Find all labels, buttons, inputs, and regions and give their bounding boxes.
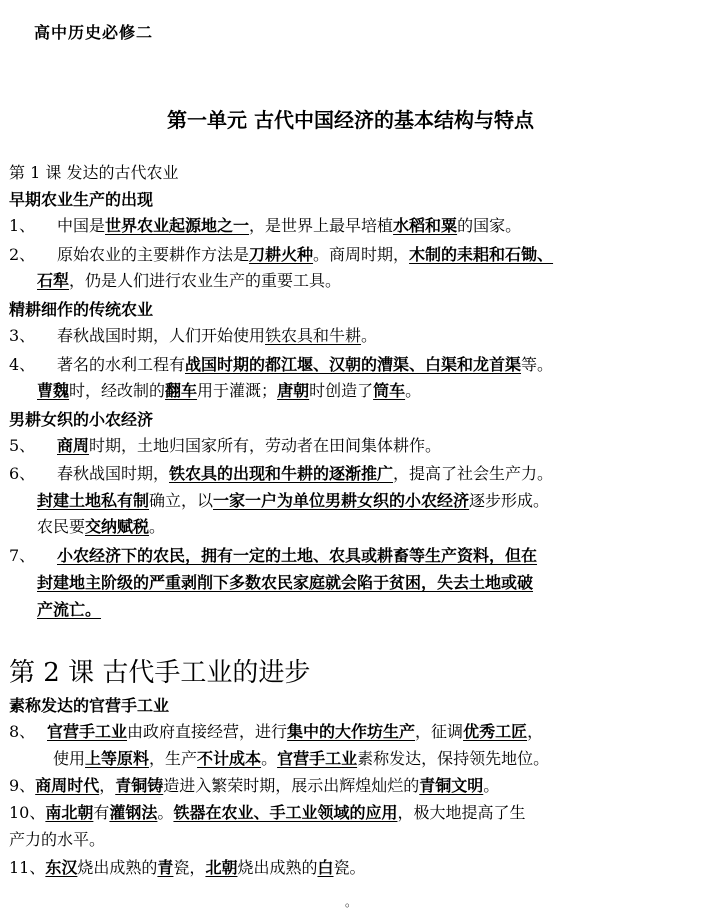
item-5 <box>9 433 694 459</box>
item-number: 7、 <box>9 546 36 565</box>
text: 时创造了 <box>309 381 374 400</box>
item-8-continued <box>53 746 549 772</box>
key-term: 交纳赋税 <box>85 517 150 536</box>
key-term: 唐朝 <box>277 381 310 400</box>
key-term: 东汉 <box>45 858 78 877</box>
item-number: 9、 <box>9 776 36 795</box>
text: 农民要 <box>37 517 86 536</box>
text: ，极大地提高了生 <box>397 803 526 822</box>
text: ， <box>99 776 116 795</box>
text: 使用 <box>53 749 86 768</box>
key-term: 青铜铸 <box>115 776 164 795</box>
item-number: 1、 <box>9 216 36 235</box>
text: 。 <box>261 749 278 768</box>
key-term: 翻车 <box>165 381 198 400</box>
text: 逐步形成。 <box>469 491 550 510</box>
text: 素称发达，保持领先地位。 <box>357 749 550 768</box>
key-term: 一家一户为单位男耕女织的小农经济 <box>213 491 470 510</box>
item-8 <box>9 719 694 745</box>
text: ，生产 <box>149 749 198 768</box>
text: ，提高了社会生产力。 <box>393 464 554 483</box>
item-3 <box>9 323 694 349</box>
text: 。 <box>405 381 422 400</box>
key-term: 封建地主阶级的严重剥削下多数农民家庭就会陷于贫困，失去土地或破 <box>37 573 534 592</box>
key-term: 产流亡。 <box>37 600 102 619</box>
item-number: 8、 <box>9 722 36 741</box>
key-term: 小农经济下的农民，拥有一定的土地、农具或耕畜等生产资料，但在 <box>57 546 538 565</box>
text: 烧出成熟的 <box>77 858 158 877</box>
item-number: 5、 <box>9 436 36 455</box>
text: 春秋战国时期， <box>57 464 170 483</box>
key-term: 官营手工业 <box>47 722 128 741</box>
key-term: 筒车 <box>373 381 406 400</box>
key-term: 优秀工匠 <box>463 722 528 741</box>
item-2 <box>9 242 694 268</box>
text: 由政府直接经营，进行 <box>127 722 288 741</box>
item-9 <box>9 773 694 799</box>
key-term: 青铜文明 <box>419 776 484 795</box>
section-heading-4: 素称发达的官营手工业 <box>9 696 170 715</box>
item-number: 2、 <box>9 245 36 264</box>
text: 烧出成熟的 <box>237 858 318 877</box>
item-7-line-3 <box>37 597 101 623</box>
key-term: 铁农具和牛耕 <box>265 326 362 345</box>
key-term: 刀耕火种 <box>249 245 314 264</box>
text: 。 <box>149 517 166 536</box>
key-term: 石犁 <box>37 271 70 290</box>
key-term: 水稻和粟 <box>393 216 458 235</box>
footer-mark: 。 <box>345 895 358 909</box>
key-term: 南北朝 <box>45 803 94 822</box>
text: 著名的水利工程有 <box>57 355 186 374</box>
key-term: 上等原料 <box>85 749 150 768</box>
text: 等。 <box>521 355 554 374</box>
item-10-continued <box>9 827 105 853</box>
unit-title: 第一单元 古代中国经济的基本结构与特点 <box>167 108 534 132</box>
text: 时期，土地归国家所有，劳动者在田间集体耕作。 <box>89 436 442 455</box>
text: 有 <box>93 803 110 822</box>
key-term: 不计成本 <box>197 749 262 768</box>
key-term: 北朝 <box>205 858 238 877</box>
text: 瓷。 <box>333 858 366 877</box>
text: 。 <box>361 326 378 345</box>
key-term: 铁农具的出现和牛耕的逐渐推广 <box>169 464 394 483</box>
text: 的国家。 <box>457 216 522 235</box>
text: 春秋战国时期，人们开始使用 <box>57 326 266 345</box>
section-heading-2: 精耕细作的传统农业 <box>9 300 154 319</box>
text: 造进入繁荣时期，展示出辉煌灿烂的 <box>163 776 420 795</box>
key-term: 青 <box>157 858 174 877</box>
text: 。 <box>157 803 174 822</box>
text: 原始农业的主要耕作方法是 <box>57 245 250 264</box>
text: 用于灌溉； <box>197 381 278 400</box>
item-10 <box>9 800 694 826</box>
item-2-continued <box>37 268 341 294</box>
item-7-line-2 <box>37 570 533 596</box>
item-4-continued <box>37 378 421 404</box>
text: 。商周时期， <box>313 245 410 264</box>
key-term: 商周时代 <box>35 776 100 795</box>
page-header: 高中历史必修二 <box>34 23 154 42</box>
item-6 <box>9 461 694 487</box>
lesson-2-title: 第 2 课 古代手工业的进步 <box>9 658 311 688</box>
key-term: 白 <box>317 858 334 877</box>
text: 产力的水平。 <box>9 830 106 849</box>
item-number: 11、 <box>9 858 46 877</box>
item-1 <box>9 213 694 239</box>
text: 。 <box>483 776 500 795</box>
key-term: 商周 <box>57 436 90 455</box>
text: 确立，以 <box>149 491 214 510</box>
section-heading-1: 早期农业生产的出现 <box>9 190 154 209</box>
item-6-line-3 <box>37 514 165 540</box>
item-6-line-2 <box>37 488 549 514</box>
key-term: 灌钢法 <box>109 803 158 822</box>
text: 时，经改制的 <box>69 381 166 400</box>
section-heading-3: 男耕女织的小农经济 <box>9 410 154 429</box>
item-number: 6、 <box>9 464 36 483</box>
text: ， <box>527 722 544 741</box>
item-11 <box>9 855 694 881</box>
item-4 <box>9 352 694 378</box>
item-number: 4、 <box>9 355 36 374</box>
key-term: 曹魏 <box>37 381 70 400</box>
key-term: 木制的耒耜和石锄、 <box>409 245 554 264</box>
key-term: 战国时期的都江堰、汉朝的漕渠、白渠和龙首渠 <box>185 355 522 374</box>
text: ，仍是人们进行农业生产的重要工具。 <box>69 271 342 290</box>
key-term: 集中的大作坊生产 <box>287 722 416 741</box>
key-term: 世界农业起源地之一 <box>105 216 250 235</box>
key-term: 铁器在农业、手工业领域的应用 <box>173 803 398 822</box>
item-number: 3、 <box>9 326 36 345</box>
text: ，征调 <box>415 722 464 741</box>
text: ，是世界上最早培植 <box>249 216 394 235</box>
item-7 <box>9 543 694 569</box>
key-term: 封建土地私有制 <box>37 491 150 510</box>
item-number: 10、 <box>9 803 46 822</box>
text: 中国是 <box>57 216 106 235</box>
text: 瓷， <box>173 858 206 877</box>
key-term: 官营手工业 <box>277 749 358 768</box>
lesson-1-title: 第 1 课 发达的古代农业 <box>9 163 179 182</box>
